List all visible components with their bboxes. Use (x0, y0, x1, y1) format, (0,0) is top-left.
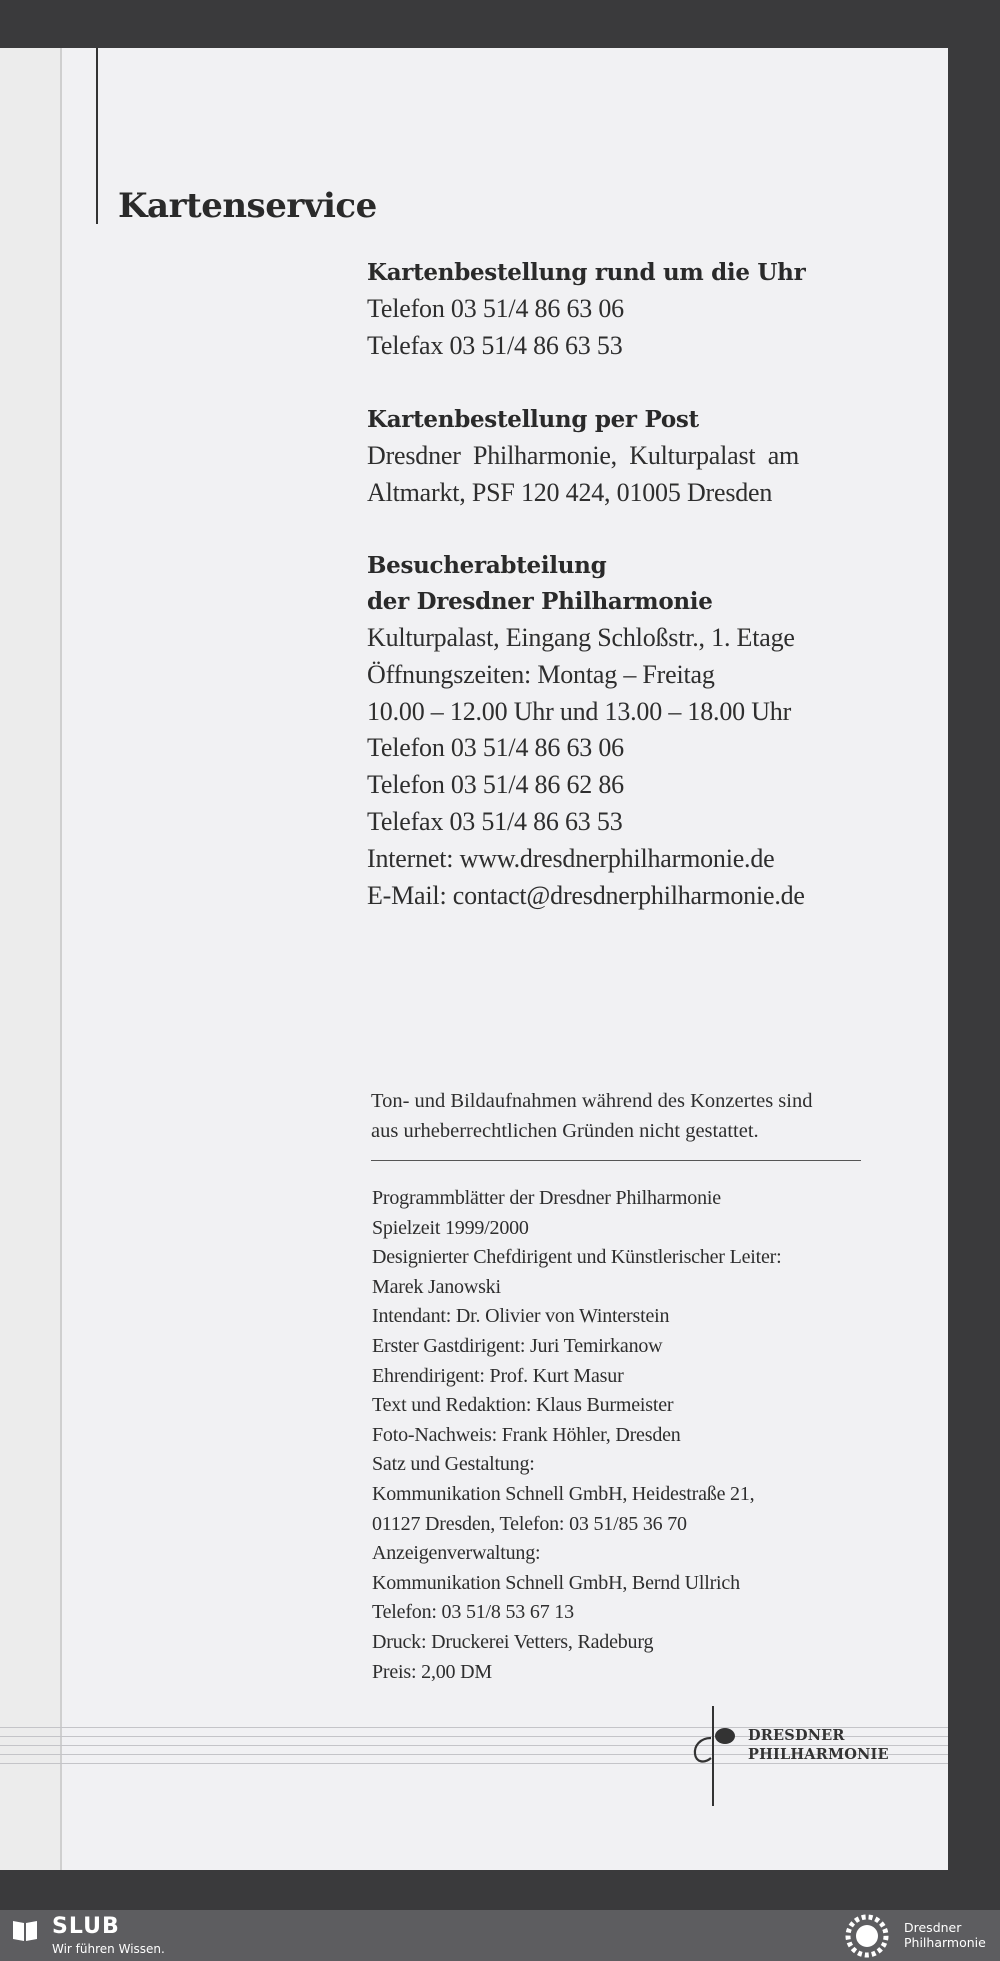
section-heading: Kartenbestellung rund um die Uhr (367, 259, 806, 286)
fax-line: Telefax 03 51/4 86 63 53 (367, 806, 623, 836)
email-line: E-Mail: contact@dresdnerphilharmonie.de (367, 880, 805, 910)
imprint-line: Ehrendirigent: Prof. Kurt Masur (372, 1364, 624, 1387)
partner-name-line: Dresdner (904, 1920, 962, 1935)
partner-name[interactable] (904, 1920, 986, 1950)
section-heading: der Dresdner Philharmonie (367, 588, 713, 615)
imprint-line: Kommunikation Schnell GmbH, Heidestraße 21, (372, 1482, 755, 1505)
logo-wordmark (748, 1726, 889, 1764)
phone-line: Telefon 03 51/4 86 63 06 (367, 733, 624, 763)
phone-line: Telefon 03 51/4 86 63 06 (367, 294, 624, 323)
address-line: Altmarkt, PSF 120 424, 01005 Dresden (367, 477, 773, 507)
notice-line: aus urheberrechtlichen Gründen nicht gestattet. (371, 1120, 759, 1142)
logo-line: PHILHARMONIE (748, 1746, 889, 1763)
title-rule (96, 48, 98, 224)
imprint-line: Programmblätter der Dresdner Philharmonie (372, 1187, 721, 1209)
imprint-line: Foto-Nachweis: Frank Höhler, Dresden (372, 1423, 681, 1446)
imprint-line: Kommunikation Schnell GmbH, Bernd Ullrich (372, 1571, 740, 1594)
partner-name-line: Philharmonie (904, 1935, 986, 1950)
slub-logo-text[interactable]: SLUB (52, 1914, 120, 1939)
section-visitor-service (367, 548, 887, 914)
fax-line: Telefax 03 51/4 86 63 53 (367, 330, 623, 360)
website-line: Internet: www.dresdnerphilharmonie.de (367, 843, 775, 873)
slub-book-icon[interactable] (12, 1918, 38, 1942)
imprint-line: Designierter Chefdirigent und Künstlerischer Leiter: (372, 1246, 782, 1269)
imprint-line: Intendant: Dr. Olivier von Winterstein (372, 1305, 670, 1328)
section-heading: Kartenbestellung per Post (367, 406, 699, 433)
imprint-line: Text und Redaktion: Klaus Burmeister (372, 1394, 674, 1417)
recording-notice (371, 1086, 891, 1146)
partner-emblem-icon[interactable] (842, 1912, 892, 1960)
info-line: Kulturpalast, Eingang Schloßstr., 1. Etage (367, 623, 795, 652)
imprint-line: Druck: Druckerei Vetters, Radeburg (372, 1630, 654, 1653)
phone-line: Telefon 03 51/4 86 62 86 (367, 770, 624, 800)
imprint-line: Anzeigenverwaltung: (372, 1542, 541, 1565)
slub-tagline: Wir führen Wissen. (52, 1942, 165, 1956)
imprint-line: Marek Janowski (372, 1275, 501, 1298)
imprint-line: Erster Gastdirigent: Juri Temirkanow (372, 1334, 663, 1357)
facing-page-edge (0, 48, 62, 1870)
imprint-line: Satz und Gestaltung: (372, 1453, 535, 1476)
address-line: Dresdner Philharmonie, Kulturpalast am (367, 441, 800, 470)
imprint-line: 01127 Dresden, Telefon: 03 51/85 36 70 (372, 1512, 687, 1535)
imprint-line: Preis: 2,00 DM (372, 1660, 492, 1683)
separator-rule (371, 1160, 861, 1161)
imprint-line: Telefon: 03 51/8 53 67 13 (372, 1601, 574, 1624)
notice-line: Ton- und Bildaufnahmen während des Konzertes sind (371, 1090, 813, 1112)
imprint (372, 1184, 892, 1687)
logo-line: DRESDNER (748, 1727, 845, 1744)
page-title: Kartenservice (118, 186, 377, 226)
info-line: Öffnungszeiten: Montag – Freitag (367, 659, 715, 689)
section-ticket-hotline (367, 255, 887, 365)
imprint-line: Spielzeit 1999/2000 (372, 1216, 529, 1239)
info-line: 10.00 – 12.00 Uhr und 13.00 – 18.00 Uhr (367, 696, 792, 726)
section-ticket-post (367, 402, 887, 512)
section-heading: Besucherabteilung (367, 552, 607, 579)
